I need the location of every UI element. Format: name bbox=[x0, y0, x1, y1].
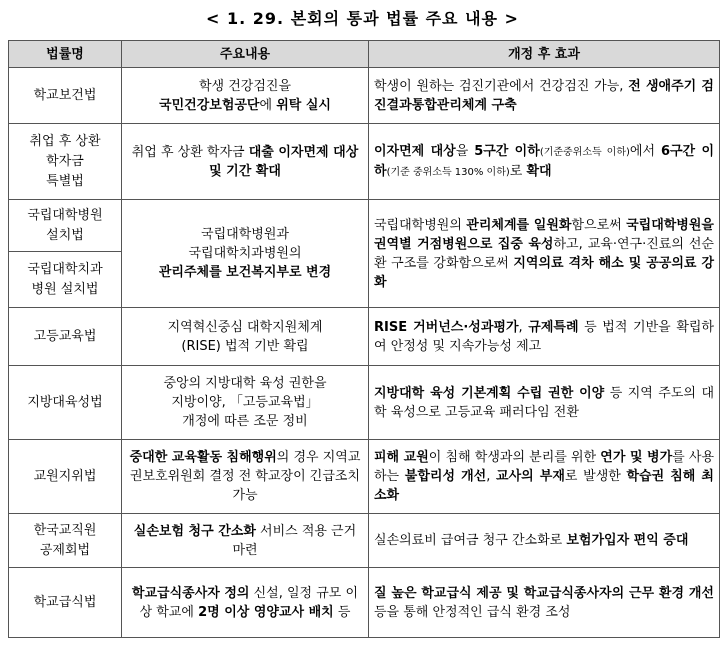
header-effect: 개정 후 효과 bbox=[369, 41, 720, 68]
text-segment: 서비스 적용 근거 마련 bbox=[232, 523, 357, 558]
emphasis-text: 보험가입자 편익 증대 bbox=[566, 533, 689, 548]
page-title: < 1. 29. 본회의 통과 법률 주요 내용 > bbox=[206, 9, 519, 28]
text-segment: 국립대학병원의 bbox=[374, 217, 467, 233]
text-segment: 함으로써 bbox=[571, 217, 627, 233]
law-name: 취업 후 상환 학자금 특별법 bbox=[9, 124, 122, 200]
text-segment: 지역혁신중심 대학지원체계 bbox=[167, 319, 323, 335]
emphasis-text: 중대한 교육활동 침해행위 bbox=[129, 450, 277, 465]
law-name: 지방대육성법 bbox=[9, 366, 122, 440]
emphasis-text: 위탁 실시 bbox=[276, 97, 331, 113]
main-content bbox=[122, 568, 369, 638]
text-segment: 실손의료비 급여금 청구 간소화로 bbox=[374, 533, 567, 548]
emphasis-text: 지역의료 격차 해소 및 공공의료 강화 bbox=[374, 255, 714, 290]
text-segment: 를 사용하는 bbox=[374, 450, 715, 484]
revision-effect bbox=[369, 514, 720, 568]
text-segment: 등 지역 주도의 대학 육성으로 고등교육 패러다임 전환 bbox=[374, 385, 715, 420]
emphasis-text: 2명 이상 영양교사 배치 bbox=[198, 604, 334, 620]
table-row bbox=[9, 366, 720, 440]
emphasis-text: 연가 및 병가 bbox=[600, 450, 673, 465]
revision-effect bbox=[369, 200, 720, 308]
text-segment: 등 법적 기반을 확립하여 안정성 및 지속가능성 제고 bbox=[374, 319, 714, 354]
law-name: 학교보건법 bbox=[9, 68, 122, 124]
emphasis-text: 대출 이자면제 대상 및 기간 확대 bbox=[209, 144, 359, 179]
emphasis-text: 이자면제 대상 bbox=[374, 143, 456, 159]
text-segment: 등을 통해 안정적인 급식 환경 조성 bbox=[374, 604, 571, 620]
law-name: 학교급식법 bbox=[9, 568, 122, 638]
emphasis-text: 질 높은 학교급식 제공 및 학교급식종사자의 근무 환경 개선 bbox=[374, 585, 714, 601]
revision-effect bbox=[369, 308, 720, 366]
emphasis-text: 불합리성 개선 bbox=[404, 469, 487, 484]
text-segment: (기준 중위소득 130% 이하) bbox=[386, 166, 510, 178]
text-segment: 로 bbox=[509, 163, 527, 179]
main-content bbox=[122, 124, 369, 200]
text-segment: 취업 후 상환 학자금 bbox=[131, 144, 249, 160]
emphasis-text: 학습권 침해 최소화 bbox=[374, 469, 714, 503]
header-content: 주요내용 bbox=[122, 41, 369, 68]
text-segment: (RISE) 법적 기반 확립 bbox=[181, 338, 309, 354]
text-segment: 중앙의 지방대학 육성 권한을 bbox=[163, 376, 327, 391]
table-row bbox=[9, 124, 720, 200]
emphasis-text: 지방대학 육성 기본계획 수립 권한 이양 bbox=[374, 385, 605, 401]
text-segment: , bbox=[518, 319, 529, 335]
emphasis-text: 교사의 부재 bbox=[496, 469, 565, 484]
main-content bbox=[122, 514, 369, 568]
revision-effect bbox=[369, 568, 720, 638]
emphasis-text: 확대 bbox=[526, 163, 552, 179]
text-segment: 하고, 교육·연구·진료의 선순환 구조를 강화함으로써 bbox=[374, 236, 714, 271]
emphasis-text: 국립대학병원을 권역별 거점병원으로 집중 육성 bbox=[374, 217, 714, 252]
text-segment: , bbox=[486, 469, 497, 484]
law-name: 한국교직원 공제회법 bbox=[9, 514, 122, 568]
emphasis-text: 학교급식종사자 정의 bbox=[131, 585, 250, 601]
table-row bbox=[9, 514, 720, 568]
law-name: 고등교육법 bbox=[9, 308, 122, 366]
table-row bbox=[9, 308, 720, 366]
law-name: 국립대학치과 병원 설치법 bbox=[9, 252, 122, 308]
text-segment: 신설, 일정 규모 이상 학교에 bbox=[139, 585, 359, 620]
emphasis-text: 규제특례 bbox=[528, 319, 579, 335]
emphasis-text: 실손보험 청구 간소화 bbox=[133, 523, 256, 539]
emphasis-text: 5구간 이하 bbox=[474, 143, 540, 159]
table-header-row bbox=[9, 41, 720, 68]
table-row bbox=[9, 440, 720, 514]
law-name: 교원지위법 bbox=[9, 440, 122, 514]
text-segment: 에서 bbox=[629, 143, 661, 159]
revision-effect bbox=[369, 440, 720, 514]
text-segment: 의 경우 지역교권보호위원회 결정 전 학교장이 긴급조치 가능 bbox=[129, 450, 361, 503]
revision-effect bbox=[369, 366, 720, 440]
header-law: 법률명 bbox=[9, 41, 122, 68]
text-segment: 로 발생한 bbox=[564, 469, 627, 484]
revision-effect bbox=[369, 68, 720, 124]
emphasis-text: 국민건강보험공단 bbox=[159, 97, 260, 113]
law-name: 국립대학병원 설치법 bbox=[9, 200, 122, 252]
main-content bbox=[122, 68, 369, 124]
main-content bbox=[122, 200, 369, 308]
emphasis-text: 관리주체를 보건복지부로 변경 bbox=[158, 265, 332, 280]
main-content bbox=[122, 308, 369, 366]
text-segment: 이 침해 학생과의 분리를 위한 bbox=[428, 450, 601, 465]
text-segment: 에 bbox=[259, 97, 277, 113]
text-segment: 학생 건강검진을 bbox=[198, 78, 292, 94]
text-segment: 을 bbox=[455, 143, 475, 159]
table-row bbox=[9, 568, 720, 638]
table-row bbox=[9, 200, 720, 252]
revision-effect bbox=[369, 124, 720, 200]
main-content bbox=[122, 366, 369, 440]
emphasis-text: 관리체계를 일원화 bbox=[466, 217, 572, 233]
text-segment: (기준중위소득 이하) bbox=[539, 146, 630, 158]
text-segment: 학생이 원하는 검진기관에서 건강검진 가능, bbox=[374, 78, 629, 94]
text-segment: 지방이양, 「고등교육법」 bbox=[171, 395, 319, 410]
text-segment: 국립대학병원과 bbox=[201, 227, 289, 242]
emphasis-text: 6구간 이하 bbox=[374, 143, 715, 179]
text-segment: 개정에 따른 조문 정비 bbox=[182, 414, 308, 429]
text-segment: 국립대학치과병원의 bbox=[188, 246, 302, 261]
emphasis-text: 전 생애주기 검진결과통합관리체계 구축 bbox=[374, 78, 714, 113]
emphasis-text: RISE 거버넌스·성과평가 bbox=[374, 319, 519, 335]
text-segment: 등 bbox=[333, 604, 351, 620]
main-content bbox=[122, 440, 369, 514]
law-summary-table bbox=[8, 40, 720, 638]
emphasis-text: 피해 교원 bbox=[374, 450, 429, 465]
table-row bbox=[9, 68, 720, 124]
